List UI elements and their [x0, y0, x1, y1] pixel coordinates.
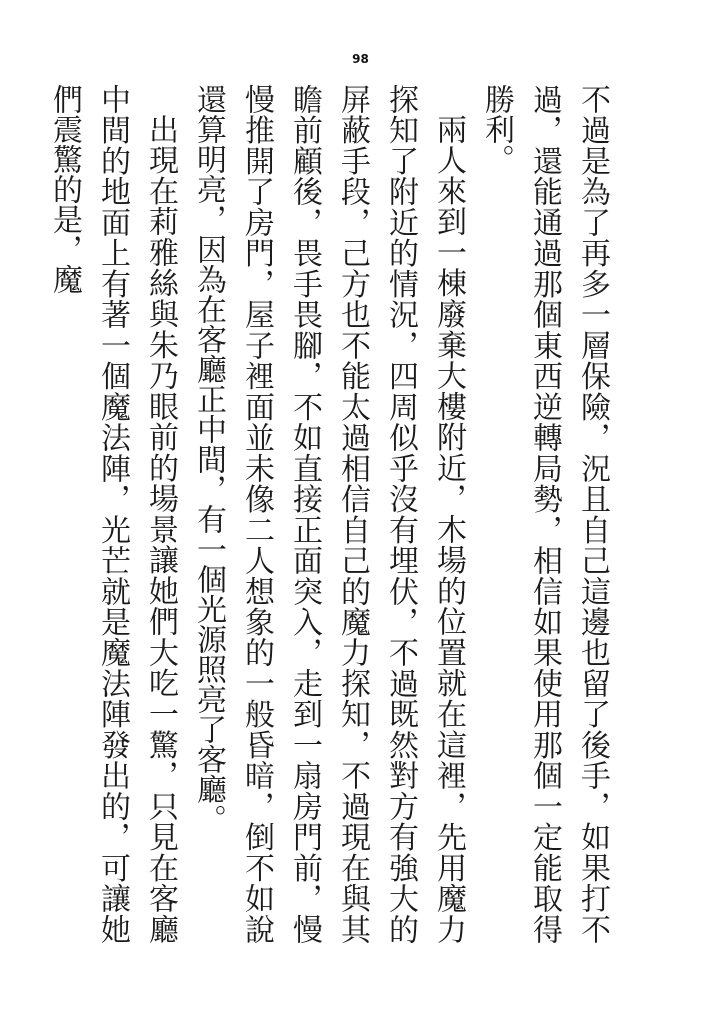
paragraph-1: 不過是為了再多一層保險，況且自己這邊也留了後手，如果打不過，還能通過那個東西逆轉局勢，相信如果使用那個一定能取得勝利。 — [479, 84, 610, 944]
paragraph-3: 出現在莉雅絲與朱乃眼前的場景讓她們大吃一驚，只見在客廳中間的地面上有著一個魔法陣，光芒就是魔法陣發出的，可讓她們震驚的是，魔 — [47, 84, 178, 944]
paragraph-2: 兩人來到一棟廢棄大樓附近，木場的位置就在這裡，先用魔力探知了附近的情況，四周似乎沒有埋伏，不過既然對方有強大的屏蔽手段，己方也不能太過相信自己的魔力探知，不過現在與其瞻前顧後，畏手畏腳，不如直接正面突入，走到一扇房門前，慢慢推開了房門，屋子裡面並未像二人想象的一般昏暗，倒不如說還算明亮，因為在客廳正中間，有一個光源照亮了客廳。 — [191, 84, 466, 944]
body-text — [47, 84, 616, 944]
page-number: 98 — [352, 52, 369, 66]
